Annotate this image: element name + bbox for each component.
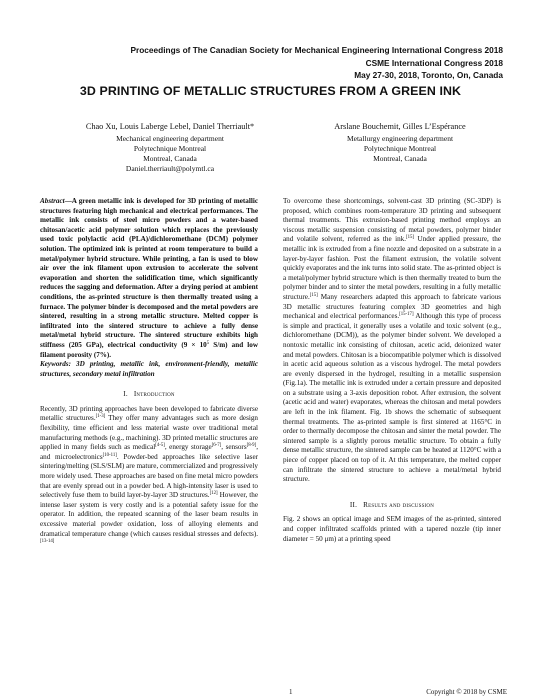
intro-heading-text: Introduction	[133, 390, 175, 399]
intro-paragraph	[40, 405, 258, 549]
citation: [15]	[406, 235, 415, 241]
congress-name: CSME International Congress 2018	[365, 58, 503, 68]
author-block-right	[310, 121, 490, 164]
body-text: Many researchers adapted this approach to fabricate various 3D metallic structures featuring complex 3D geometries and high mechanical and electrical performances.	[283, 292, 501, 321]
citation: [4-5]	[155, 443, 165, 449]
method-paragraph	[283, 197, 501, 485]
body-text: To overcome these shortcomings, solvent-cast 3D printing (SC-3DP) is proposed, which combines room-temperature 3D printing and subsequent thermal treatments. This extrusion-based printing method employs an viscous metallic suspension consisting of metal powders, polymer binder and volatile solvent, referred as the ink.	[283, 197, 501, 244]
abstract-text-a: A green metallic ink is developed for 3D printing of metallic structures featuring high mechanical and electrical performances. The metallic ink consists of steel micro powders and a water-based chitosan/acetic acid polymer solution which replaces the previously used toxic polylactic acid (PLA)/dichloromethane (DCM) polymer solution. The optimized ink is printed at room temperature to build a metal/polymer hybrid structure. While printing, a fan is used to blow air over the ink filament upon extrusion to accelerate the solvent evaporation and shorten the solidification time, which significantly reduces the sagging and deformation. After a drying period at ambient conditions, the as-printed structure is then thermally treated using a furnace. The polymer binder is decomposed and the metal powders are sintered, resulting in a strong metallic structure. Melted copper is infiltrated into the sintered structure to achieve a fully dense metal/metal hybrid structure. The sintered structure exhibits high stiffness (205 GPa), electrical conductivity (9 × 10	[40, 197, 258, 349]
keywords-label: Keywords:	[40, 360, 71, 369]
author-names-right: Arslane Bouchemit, Gilles L’Espérance	[334, 122, 466, 131]
author-block-left	[44, 121, 296, 174]
city-right: Montreal, Canada	[373, 154, 427, 163]
abstract-text-b: S/m) and low filament porosity (7%).	[40, 340, 258, 359]
body-text: Although this type of process is simple and practical, it generally uses a volatile and toxic solvent (e.g., dichloromethane (DCM)), as the polymer binder solvent. We developed a nontoxic metallic ink consisting of chitosan, acetic acid, deionized water and metal powders. Chitosan is a biocompatible polymer which is dissolved in acetic acid aqueous solution as a viscous hydrogel. The metal powders are evenly dispersed in the hydrogel, resulting in a metallic suspension (Fig.1a). The metallic ink is extruded under a certain pressure and deposited on a substrate using a 3-axis deposition robot. After extrusion, the solvent (acetic acid and water) evaporates, whereas the chitosan and metal powders are left in the ink filament. Fig. 1b shows the schematic of subsequent thermal treatments. The as-printed sample is first sintered at 1165°C in order to thermally decompose the chitosan and sinter the metal powder. The sintered sample is a slightly porous metallic structure. To obtain a fully dense metallic structure, the sintered sample can be heated at 1120°C with a piece of copper placed on top of it. At this temperature, the melted copper can infiltrate the sintered structure to achieve a metal/metal hybrid structure.	[283, 312, 501, 484]
citation: [15-17]	[399, 312, 414, 318]
intro-text: , sensors	[221, 443, 247, 452]
proceedings-title: Proceedings of The Canadian Society for Mechanical Engineering International Congress 2018	[130, 45, 503, 55]
intro-text: , and microelectronics	[40, 443, 258, 461]
copyright-notice: Copyright © 2018 by CSME	[426, 688, 507, 696]
institution-left: Polytechnique Montreal	[133, 144, 207, 153]
paper-title: 3D PRINTING OF METALLIC STRUCTURES FROM A GREEN INK	[79, 84, 462, 98]
citation: [13-14]	[40, 539, 55, 545]
intro-text: , energy storage	[164, 443, 212, 452]
intro-text: Recently, 3D printing approaches have been developed to fabricate diverse metallic structures.	[40, 404, 258, 423]
intro-text: They offer many advantages such as more design flexibility, time efficient and less material waste over traditional metal manufacturing methods (e.g., machining). 3D printed metallic structures are applied in many fields such as medical	[40, 414, 258, 452]
citation: [1-3]	[95, 414, 106, 420]
city-left: Montreal, Canada	[143, 154, 197, 163]
keywords	[40, 360, 258, 379]
department-left: Mechanical engineering department	[116, 134, 224, 143]
email-left: Daniel.therriault@polymtl.ca	[125, 164, 215, 173]
abstract	[40, 197, 258, 360]
keywords-text: 3D printing, metallic ink, environment-friendly, metallic structures, secondary metal infiltration	[40, 360, 258, 378]
results-heading	[283, 501, 501, 511]
page-number: 1	[289, 688, 293, 696]
intro-heading	[40, 390, 258, 400]
results-heading-text: Results and discussion	[363, 500, 435, 509]
results-paragraph: Fig. 2 shows an optical image and SEM images of the as-printed, sintered and copper infiltrated scaffolds printed with a tapered nozzle (tip inner diameter = 50 μm) at a printing speed	[283, 515, 501, 543]
intro-heading-number: I.	[123, 390, 128, 399]
body-text: Under applied pressure, the metallic ink is extruded from a fine nozzle and deposited on a substrate in a layer-by-layer fashion. Post the filament extrusion, the volatile solvent quickly evaporates and the ink turns into solid state. The as-printed object is a metal/polymer hybrid structure which is then thermally treated to burn the polymer binder and to sinter the metal powders, resulting in a fully metallic structure.	[283, 235, 501, 301]
abstract-label: Abstract	[40, 197, 65, 205]
abstract-dash: —	[64, 197, 72, 205]
abstract-superscript: 5	[206, 340, 210, 346]
citation: [10-11]	[102, 452, 117, 458]
citation: [8-9]	[246, 443, 257, 449]
department-right: Metallurgy engineering department	[346, 134, 454, 143]
intro-text: However, the intense laser system is very costly and is a potential safety issue for the operator. In addition, the repeated scanning of the laser beam results in excessive material powder oxidation, loss of alloying elements and dramatical temperature change (which causes residual stresses and defects).	[40, 491, 258, 538]
right-column	[283, 197, 501, 544]
author-names-left: Chao Xu, Louis Laberge Lebel, Daniel Therriault*	[85, 122, 255, 131]
citation: [15]	[309, 292, 318, 298]
institution-right: Polytechnique Montreal	[363, 144, 437, 153]
citation: [12]	[209, 491, 218, 497]
left-column	[40, 197, 258, 549]
congress-date-location: May 27-30, 2018, Toronto, On, Canada	[354, 70, 503, 80]
intro-text: . Powder-bed approaches like selective laser sintering/melting (SLS/SLM) are mature, commercialized and progressively more widely used. These approaches are based on fine metal micro powders that are evenly spread out in a powder bed. A high-intensity laser is used to selectively fuse them to build layer-by-layer 3D structures.	[40, 452, 258, 500]
citation: [6-7]	[211, 443, 222, 449]
results-heading-number: II.	[349, 500, 358, 509]
